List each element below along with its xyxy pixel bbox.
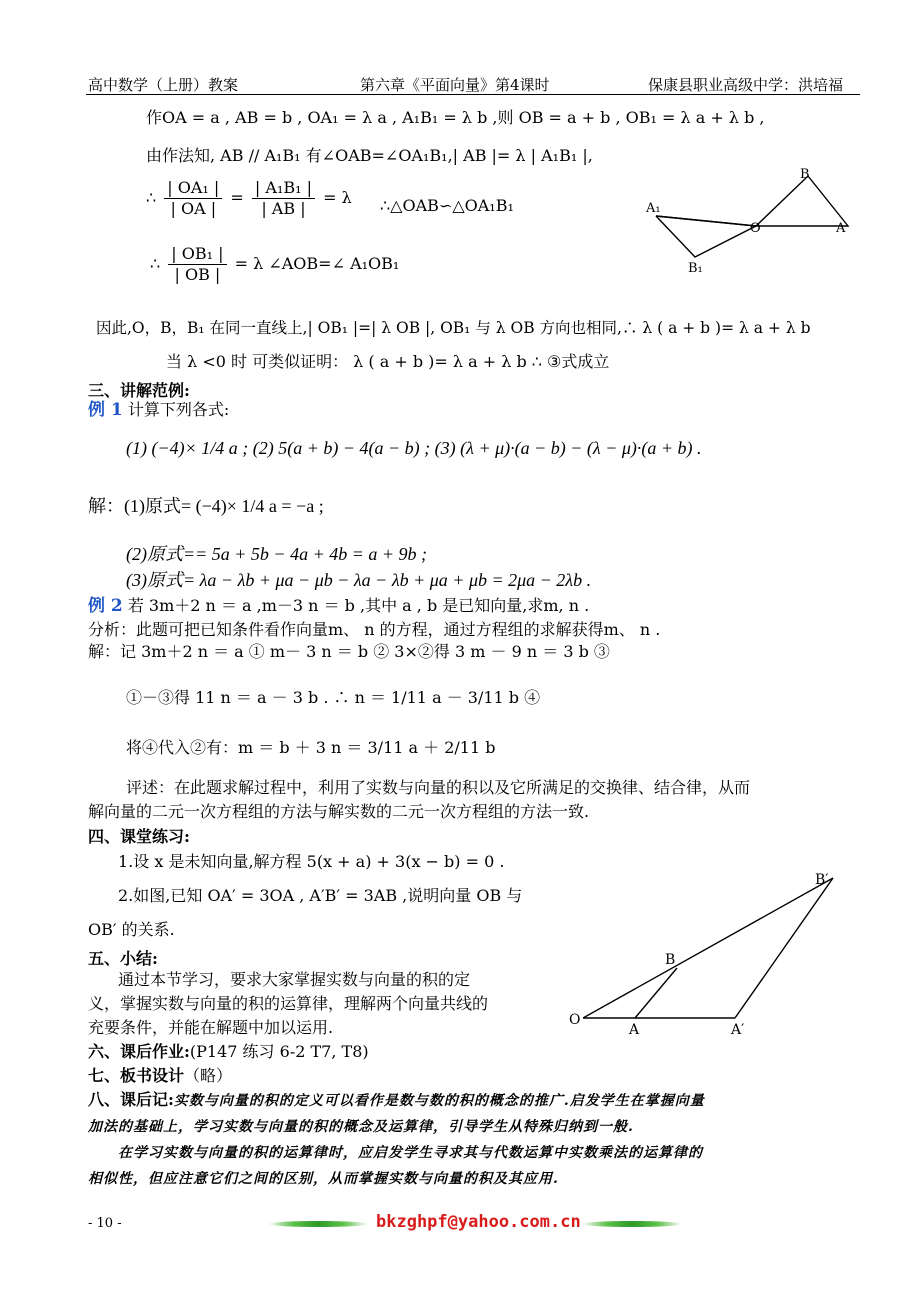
- example-1: [88, 400, 229, 420]
- proof-ratio2-row: ∴ $\frac{\text{| OB₁ |}}{| OB |}$ = λ ∠AOB=∠ A₁OB₁: [150, 244, 400, 284]
- exercise-2-line-2: OB′ 的关系.: [88, 920, 175, 939]
- section-6: [88, 1042, 369, 1062]
- example-2-tag: 例 2: [88, 596, 123, 616]
- similar-triangles: ∴△OAB∽△OA₁B₁: [380, 196, 514, 215]
- leaf-decoration-right: [582, 1221, 682, 1227]
- example-1-solution-3: (3)原式= λa − λb + μa − μb − λa − λb + μa + μb = 2μa − 2λb .: [126, 570, 592, 590]
- example-2-text: 若 3m＋2 n ＝ a ,m－3 n ＝ b ,其中 a , b 是已知向量,求m, n .: [127, 596, 590, 615]
- therefore-symbol: ∴: [146, 188, 157, 207]
- section-3-title: 三、讲解范例:: [88, 381, 190, 400]
- exercise-1: 1.设 x 是未知向量,解方程 5(x + a) + 3(x − b) = 0 .: [118, 852, 505, 871]
- fraction-a1b1-ab: $\frac{\text{| A₁B₁ |}}{| AB |}$: [252, 178, 315, 219]
- figure-similar-triangles: [640, 160, 860, 280]
- example-1-solution-1: 解：(1)原式= (−4)× 1/4 a = −a ;: [88, 496, 324, 516]
- proof-line-1: 作OA = a , AB = b , OA₁ = λ a , A₁B₁ = λ b ,则 OB = a + b , OB₁ = λ a + λ b ,: [146, 108, 765, 127]
- label-A: A: [629, 1022, 640, 1038]
- label-O: O: [750, 221, 761, 236]
- label-B-prime: B′: [815, 872, 829, 888]
- ratio-lambda: = λ: [323, 188, 352, 207]
- section-6-title: 六、课后作业:: [88, 1042, 190, 1061]
- example-2-solution-1: 解：记 3m＋2 n ＝ a ① m－ 3 n ＝ b ② 3×②得 3 m － 9 n ＝ 3 b ③: [88, 642, 610, 661]
- section-8-title: 八、课后记:: [88, 1090, 174, 1109]
- example-2: [88, 596, 589, 616]
- label-O: O: [569, 1012, 581, 1028]
- homework-text: (P147 练习 6-2 T7, T8): [189, 1042, 369, 1061]
- header-rule: [86, 94, 860, 95]
- example-2-comment-1: 评述：在此题求解过程中，利用了实数与向量的积以及它所满足的交换律、结合律，从而: [126, 778, 751, 797]
- label-A: A: [836, 221, 846, 236]
- afterword-line-3: 在学习实数与向量的积的运算律时，应启发学生寻求其与代数运算中实数乘法的运算律的: [118, 1145, 703, 1161]
- label-B1: B₁: [688, 261, 703, 276]
- summary-line-3: 充要条件，并能在解题中加以运用.: [88, 1018, 334, 1037]
- afterword-line-1: 实数与向量的积的定义可以看作是数与数的积的概念的推广.启发学生在掌握向量: [173, 1093, 705, 1109]
- summary-line-1: 通过本节学习，要求大家掌握实数与向量的积的定: [118, 970, 471, 989]
- page-number: - 10 -: [88, 1216, 122, 1231]
- example-1-solution-2: (2)原式== 5a + 5b − 4a + 4b = a + 9b ;: [126, 544, 428, 564]
- example-1-text: 计算下列各式:: [127, 400, 230, 419]
- fraction-ob1-ob: $\frac{\text{| OB₁ |}}{| OB |}$: [168, 244, 226, 285]
- figure-scaled-triangle: [565, 862, 855, 1042]
- section-7: [88, 1066, 232, 1086]
- example-2-analysis: 分析：此题可把已知条件看作向量m、 n 的方程，通过方程组的求解获得m、 n .: [88, 620, 661, 639]
- afterword-line-2: 加法的基础上，学习实数与向量的积的概念及运算律，引导学生从特殊归纳到一般.: [88, 1119, 634, 1135]
- angle-equality: = λ ∠AOB=∠ A₁OB₁: [234, 254, 400, 273]
- section-5-title: 五、小结:: [88, 949, 158, 968]
- label-A1: A₁: [646, 201, 661, 216]
- header-left: 高中数学（上册）教案: [88, 76, 239, 94]
- afterword-line-4: 相似性，但应注意它们之间的区别，从而掌握实数与向量的积及其应用.: [88, 1171, 559, 1187]
- proof-ratio-row: ∴ $\frac{\text{| OA₁ |}}{| OA |}$ = $\frac{\text{| A₁B₁ |}}{| AB |}$ = λ: [146, 178, 352, 218]
- header-center: 第六章《平面向量》第4课时: [360, 76, 550, 94]
- label-B: B: [800, 167, 810, 182]
- label-B: B: [665, 952, 676, 968]
- proof-collinear: 因此,O，B，B₁ 在同一直线上,| OB₁ |=| λ OB |, OB₁ 与 λ OB 方向也相同,∴ λ ( a + b )= λ a + λ b: [96, 319, 811, 337]
- example-1-tag: 例 1: [88, 400, 123, 420]
- footer-email: bkzghpf@yahoo.com.cn: [376, 1212, 581, 1232]
- section-4-title: 四、课堂练习:: [88, 827, 190, 846]
- example-1-problems: (1) (−4)× 1/4 a ; (2) 5(a + b) − 4(a − b) ; (3) (λ + μ)·(a − b) − (λ − μ)·(a + b) .: [126, 438, 702, 458]
- leaf-decoration-left: [268, 1221, 368, 1227]
- proof-negative-case: 当 λ <0 时 可类似证明： λ ( a + b )= λ a + λ b ∴ ③式成立: [166, 352, 610, 371]
- example-2-comment-2: 解向量的二元一次方程组的方法与解实数的二元一次方程组的方法一致.: [88, 802, 590, 821]
- header-right: 保康县职业高级中学：洪培福: [648, 76, 844, 94]
- board-design-text: （略）: [184, 1066, 233, 1085]
- section-7-title: 七、板书设计: [88, 1066, 185, 1085]
- proof-line-2: 由作法知, AB // A₁B₁ 有∠OAB=∠OA₁B₁,| AB |= λ | A₁B₁ |,: [146, 146, 593, 165]
- section-8: [88, 1090, 705, 1111]
- exercise-2-line-1: 2.如图,已知 OA′ = 3OA , A′B′ = 3AB ,说明向量 OB 与: [118, 886, 523, 905]
- label-A-prime: A′: [731, 1022, 745, 1038]
- summary-line-2: 义，掌握实数与向量的积的运算律，理解两个向量共线的: [88, 994, 489, 1013]
- fraction-oa1-oa: $\frac{\text{| OA₁ |}}{| OA |}$: [164, 178, 222, 219]
- example-2-solution-2: ①－③得 11 n ＝ a － 3 b . ∴ n ＝ 1/11 a － 3/11 b ④: [126, 688, 541, 707]
- example-2-solution-3: 将④代入②有：m ＝ b ＋ 3 n ＝ 3/11 a ＋ 2/11 b: [126, 738, 496, 757]
